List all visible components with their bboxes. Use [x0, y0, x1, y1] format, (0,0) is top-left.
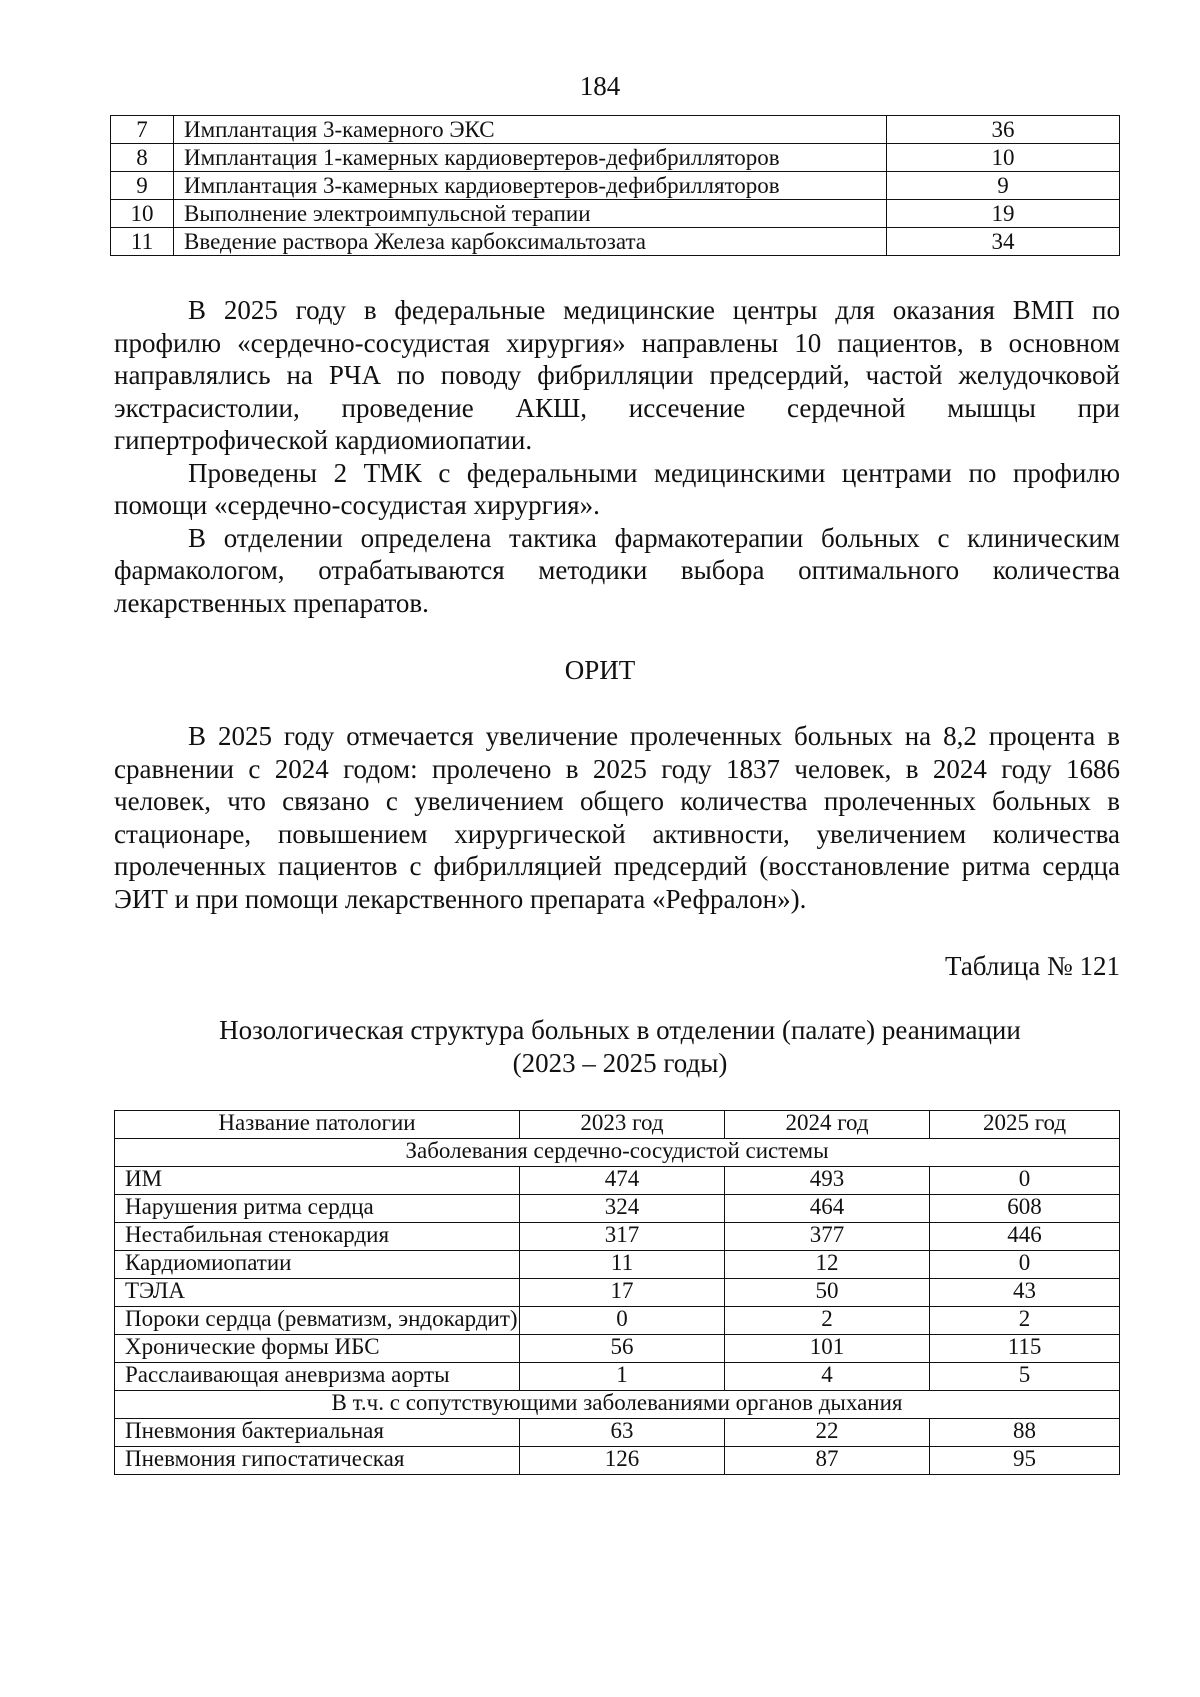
- nosology-table: [114, 1110, 1120, 1475]
- pathology-name: ИМ: [115, 1167, 520, 1195]
- value-2025: 608: [930, 1195, 1120, 1223]
- value-2025: 95: [930, 1447, 1120, 1475]
- value-2023: 63: [520, 1419, 725, 1447]
- table-section-row: [115, 1391, 1120, 1419]
- procedure-name: Введение раствора Железа карбоксимальтозата: [174, 228, 887, 256]
- value-2024: 2: [725, 1307, 930, 1335]
- value-2025: 115: [930, 1335, 1120, 1363]
- paragraph: В 2025 году отмечается увеличение пролеченных больных на 8,2 процента в сравнении с 2024 годом: пролечено в 2025 году 1837 человек, в 2024 году 1686 человек, что связано с увеличением общего количества пролеченных больных в стационаре, повышением хирургической активности, увеличением количества пролеченных пациентов с фибрилляцией предсердий (восстановление ритма сердца ЭИТ и при помощи лекарственного препарата «Рефралон»).: [114, 721, 1120, 914]
- value-2023: 474: [520, 1167, 725, 1195]
- column-header: 2025 год: [930, 1111, 1120, 1139]
- section-label: В т.ч. с сопутствующими заболеваниями органов дыхания: [115, 1391, 1120, 1419]
- column-header: 2023 год: [520, 1111, 725, 1139]
- pathology-name: Пневмония гипостатическая: [115, 1447, 520, 1475]
- value-2024: 464: [725, 1195, 930, 1223]
- row-number: 7: [111, 116, 174, 144]
- table-row: [111, 200, 1120, 228]
- body-text-section-1: [114, 294, 1120, 619]
- table-header-row: [115, 1111, 1120, 1139]
- value-2023: 1: [520, 1363, 725, 1391]
- procedure-count: 34: [887, 228, 1120, 256]
- procedure-count: 10: [887, 144, 1120, 172]
- row-number: 10: [111, 200, 174, 228]
- section-label: Заболевания сердечно-сосудистой системы: [115, 1139, 1120, 1167]
- value-2024: 377: [725, 1223, 930, 1251]
- table-row: [115, 1363, 1120, 1391]
- value-2025: 5: [930, 1363, 1120, 1391]
- pathology-name: Нестабильная стенокардия: [115, 1223, 520, 1251]
- procedure-name: Имплантация 3-камерных кардиовертеров-дефибрилляторов: [174, 172, 887, 200]
- table-row: [111, 116, 1120, 144]
- procedures-table: [110, 115, 1120, 256]
- value-2024: 493: [725, 1167, 930, 1195]
- value-2025: 2: [930, 1307, 1120, 1335]
- value-2024: 87: [725, 1447, 930, 1475]
- value-2023: 17: [520, 1279, 725, 1307]
- value-2025: 0: [930, 1251, 1120, 1279]
- value-2025: 446: [930, 1223, 1120, 1251]
- table-title-line: Нозологическая структура больных в отделении (палате) реанимации: [219, 1015, 1021, 1045]
- value-2023: 324: [520, 1195, 725, 1223]
- procedure-name: Имплантация 1-камерных кардиовертеров-дефибрилляторов: [174, 144, 887, 172]
- pathology-name: Кардиомиопатии: [115, 1251, 520, 1279]
- pathology-name: Нарушения ритма сердца: [115, 1195, 520, 1223]
- procedure-name: Имплантация 3-камерного ЭКС: [174, 116, 887, 144]
- pathology-name: Хронические формы ИБС: [115, 1335, 520, 1363]
- value-2025: 43: [930, 1279, 1120, 1307]
- page-number: 184: [579, 71, 621, 101]
- pathology-name: ТЭЛА: [115, 1279, 520, 1307]
- value-2025: 0: [930, 1167, 1120, 1195]
- procedure-count: 19: [887, 200, 1120, 228]
- value-2023: 0: [520, 1307, 725, 1335]
- row-number: 8: [111, 144, 174, 172]
- pathology-name: Расслаивающая аневризма аорты: [115, 1363, 520, 1391]
- value-2024: 50: [725, 1279, 930, 1307]
- value-2023: 56: [520, 1335, 725, 1363]
- table-row: [115, 1223, 1120, 1251]
- table-row: [115, 1167, 1120, 1195]
- value-2024: 22: [725, 1419, 930, 1447]
- table-title: [0, 1014, 1200, 1079]
- table-row: [111, 172, 1120, 200]
- table-section-row: [115, 1139, 1120, 1167]
- value-2023: 317: [520, 1223, 725, 1251]
- column-header: 2024 год: [725, 1111, 930, 1139]
- value-2024: 101: [725, 1335, 930, 1363]
- procedure-count: 9: [887, 172, 1120, 200]
- table-row: [115, 1447, 1120, 1475]
- paragraph: В отделении определена тактика фармакотерапии больных с клиническим фармакологом, отрабатываются методики выбора оптимального количества лекарственных препаратов.: [114, 522, 1120, 618]
- pathology-name: Пороки сердца (ревматизм, эндокардит): [115, 1307, 520, 1335]
- paragraph: Проведены 2 ТМК с федеральными медицинскими центрами по профилю помощи «сердечно-сосудистая хирургия».: [114, 457, 1120, 520]
- value-2023: 126: [520, 1447, 725, 1475]
- row-number: 9: [111, 172, 174, 200]
- table-row: [111, 144, 1120, 172]
- value-2025: 88: [930, 1419, 1120, 1447]
- table-row: [111, 228, 1120, 256]
- procedure-name: Выполнение электроимпульсной терапии: [174, 200, 887, 228]
- value-2024: 4: [725, 1363, 930, 1391]
- table-row: [115, 1251, 1120, 1279]
- table-row: [115, 1195, 1120, 1223]
- table-row: [115, 1307, 1120, 1335]
- procedure-count: 36: [887, 116, 1120, 144]
- value-2023: 11: [520, 1251, 725, 1279]
- table-label: Таблица № 121: [945, 951, 1120, 981]
- table-title-line: (2023 – 2025 годы): [512, 1047, 728, 1078]
- row-number: 11: [111, 228, 174, 256]
- table-row: [115, 1419, 1120, 1447]
- section-heading: ОРИТ: [564, 655, 636, 685]
- paragraph: В 2025 году в федеральные медицинские центры для оказания ВМП по профилю «сердечно-сосудистая хирургия» направлены 10 пациентов, в основном направлялись на РЧА по поводу фибрилляции предсердий, частой желудочковой экстрасистолии, проведение АКШ, иссечение сердечной мышцы при гипертрофической кардиомиопатии.: [114, 295, 1120, 455]
- table-row: [115, 1279, 1120, 1307]
- table-row: [115, 1335, 1120, 1363]
- value-2024: 12: [725, 1251, 930, 1279]
- body-text-section-2: [114, 720, 1120, 915]
- column-header: Название патологии: [115, 1111, 520, 1139]
- pathology-name: Пневмония бактериальная: [115, 1419, 520, 1447]
